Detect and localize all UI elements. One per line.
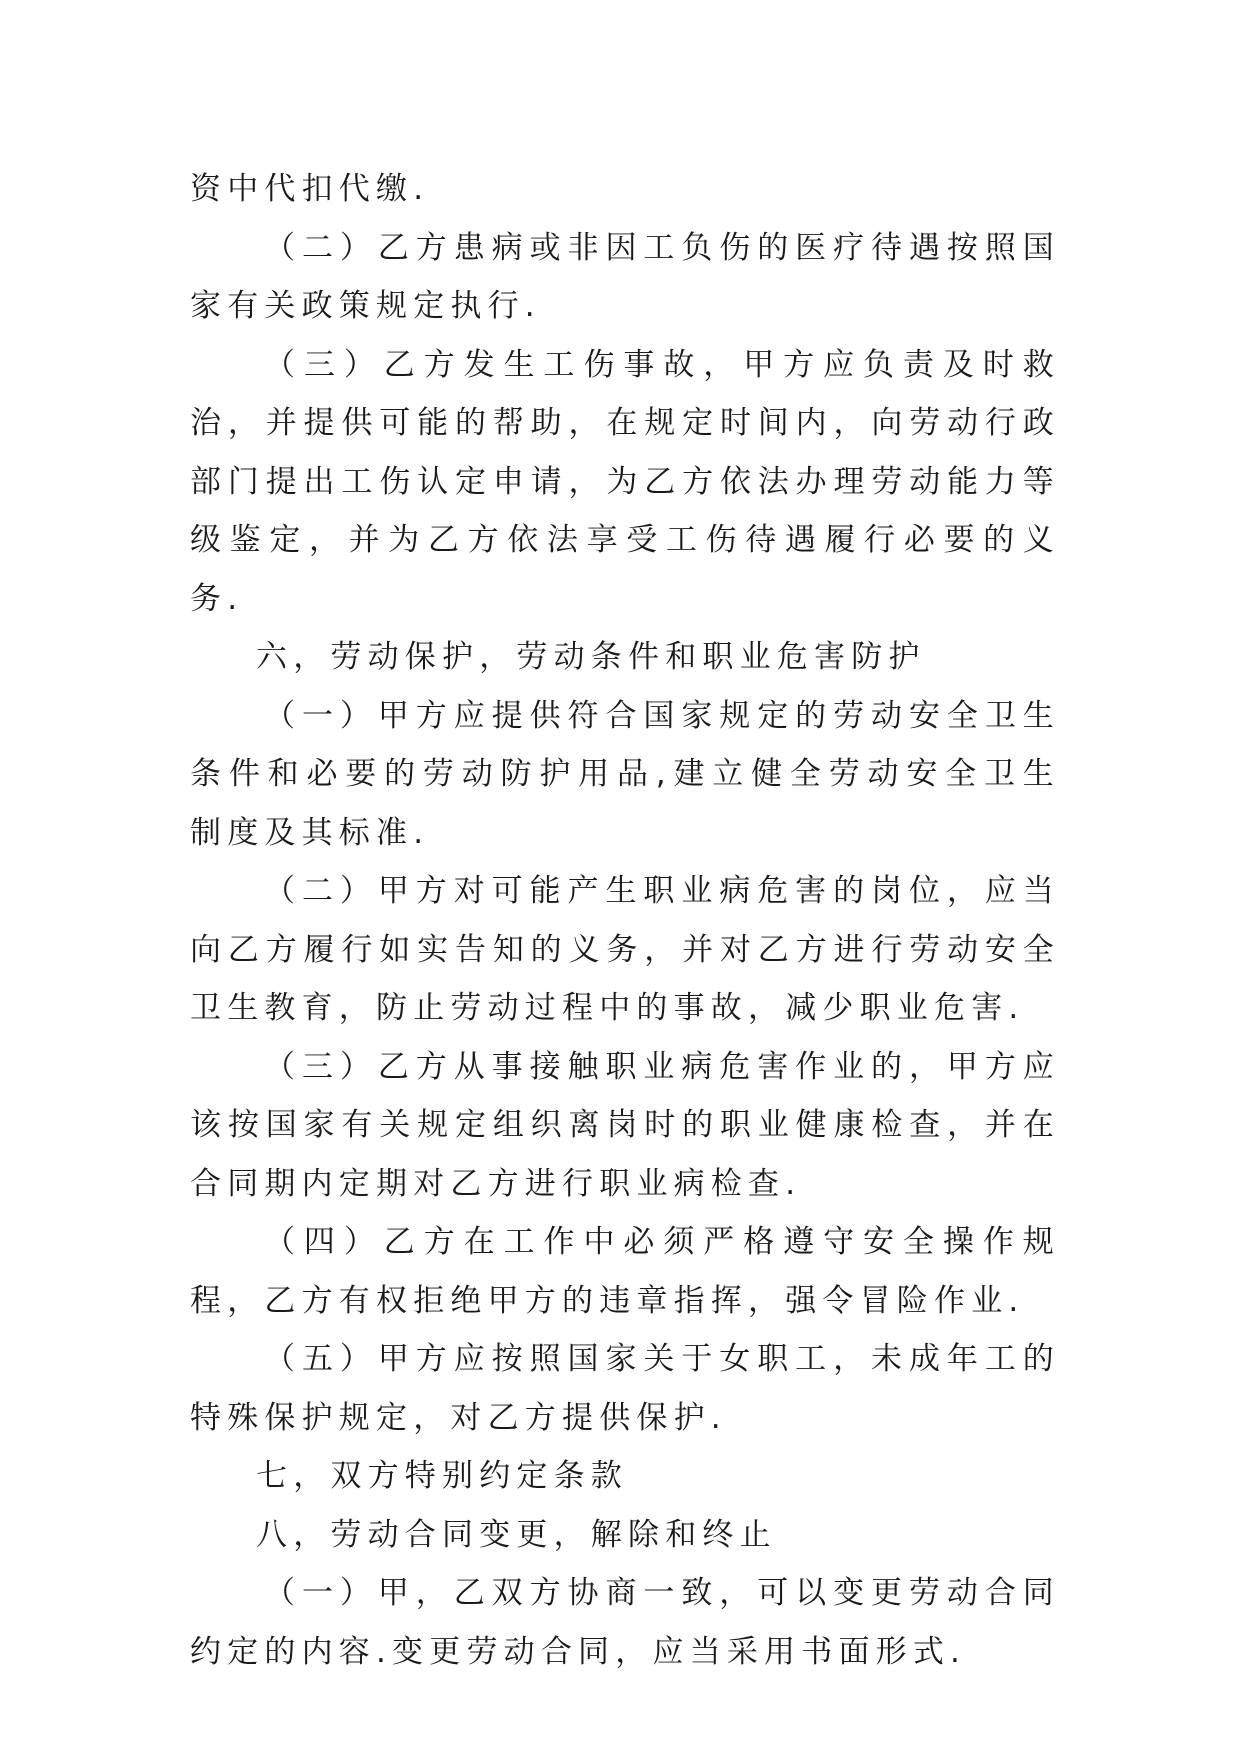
paragraph-medical-treatment: （二）乙方患病或非因工负伤的医疗待遇按照国家有关政策规定执行.	[190, 229, 1060, 324]
paragraph-occupational-hazard-notice: （二）甲方对可能产生职业病危害的岗位，应当向乙方履行如实告知的义务，并对乙方进行劳动安全卫生教育，防止劳动过程中的事故，减少职业危害.	[190, 873, 1060, 1026]
section-heading-special-terms: 七，双方特别约定条款	[256, 1458, 628, 1494]
paragraph-work-injury: （三）乙方发生工伤事故，甲方应负责及时救治，并提供可能的帮助，在规定时间内，向劳动行政部门提出工伤认定申请，为乙方依法办理劳动能力等级鉴定，并为乙方依法享受工伤待遇履行必要的义务.	[190, 346, 1060, 617]
paragraph-safety-conditions: （一）甲方应提供符合国家规定的劳动安全卫生条件和必要的劳动防护用品,建立健全劳动安全卫生制度及其标准.	[190, 697, 1060, 851]
paragraph-special-protection: （五）甲方应按照国家关于女职工，未成年工的特殊保护规定，对乙方提供保护.	[190, 1341, 1060, 1436]
paragraph-safety-rules: （四）乙方在工作中必须严格遵守安全操作规程，乙方有权拒绝甲方的违章指挥，强令冒险作业.	[190, 1224, 1060, 1319]
paragraph-health-examination: （三）乙方从事接触职业病危害作业的，甲方应该按国家有关规定组织离岗时的职业健康检查，并在合同期内定期对乙方进行职业病检查.	[190, 1048, 1060, 1202]
section-heading-contract-change: 八，劳动合同变更，解除和终止	[256, 1516, 777, 1553]
paragraph-contract-modification: （一）甲，乙双方协商一致，可以变更劳动合同约定的内容.变更劳动合同，应当采用书面形式.	[190, 1575, 1060, 1670]
document-body	[190, 160, 1060, 1681]
paragraph-continuation: 资中代扣代缴.	[190, 171, 430, 207]
section-heading-labor-protection: 六，劳动保护，劳动条件和职业危害防护	[256, 639, 926, 675]
